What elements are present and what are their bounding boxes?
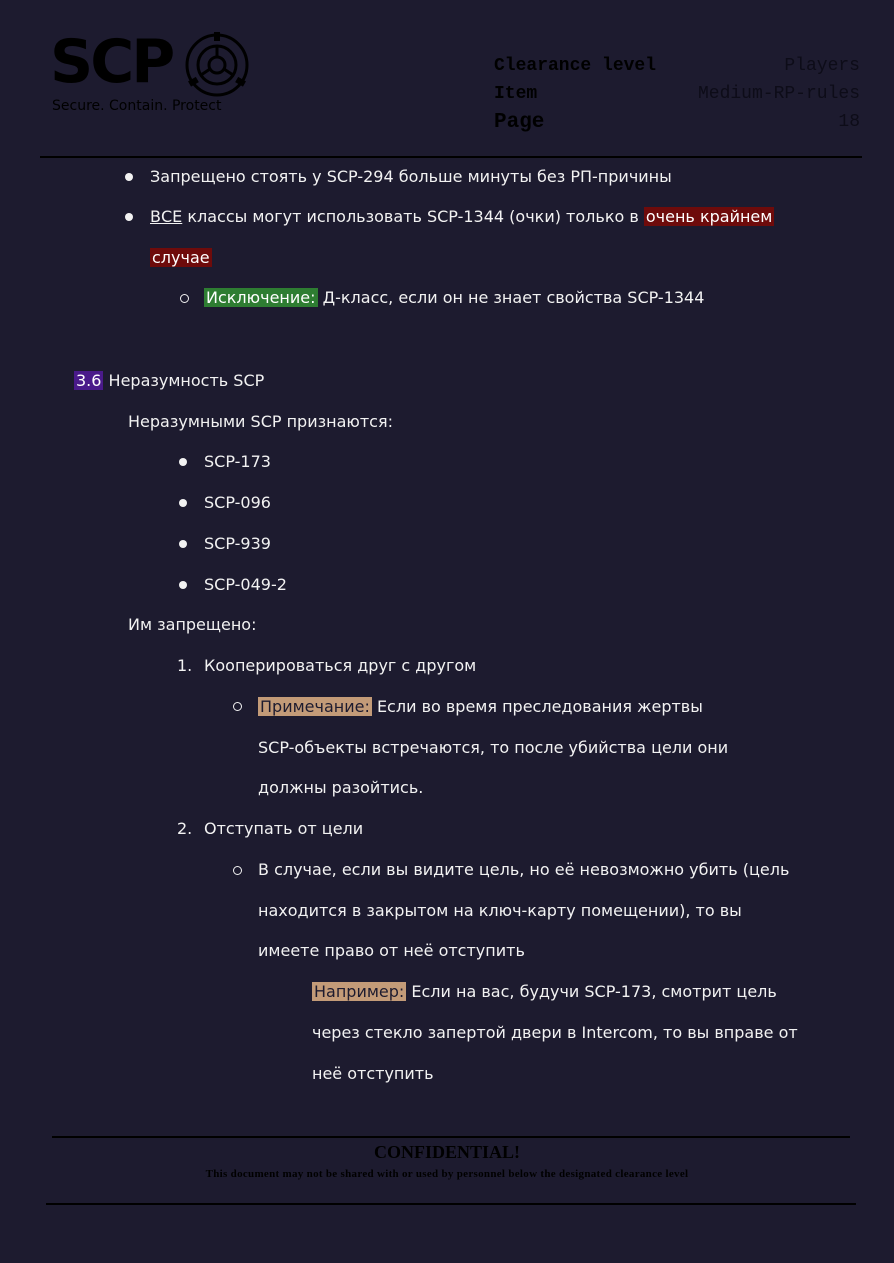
underlined-word: ВСЕ	[150, 207, 183, 226]
bullet-icon	[125, 173, 133, 181]
example-line: неё отступить	[312, 1064, 434, 1083]
retreat-line: находится в закрытом на ключ-карту помещении), то вы	[258, 901, 742, 920]
scp-logo	[50, 27, 260, 120]
footer-divider-top	[52, 1136, 850, 1138]
confidential-note: This document may not be shared with or used by personnel below the designated clearance level	[205, 1168, 689, 1180]
example-line	[312, 979, 777, 1005]
meta-row-page	[494, 108, 860, 136]
logo-text: SCP	[50, 27, 173, 97]
sub-bullet-icon	[233, 702, 242, 711]
meta-value: Medium-RP-rules	[697, 84, 860, 104]
note-line: должны разойтись.	[258, 778, 424, 797]
sub-bullet-icon	[233, 866, 242, 875]
rule-text: Отступать от цели	[204, 819, 364, 838]
meta-value: 18	[838, 112, 860, 132]
red-highlight: случае	[152, 248, 210, 267]
scp-item: SCP-049-2	[204, 575, 287, 594]
scp-item: SCP-173	[204, 452, 271, 471]
bullet-icon	[179, 458, 187, 466]
section-number: 3.6	[76, 371, 102, 390]
example-text: Если на вас, будучи SCP-173, смотрит цель	[406, 982, 777, 1001]
rule-text: Кооперироваться друг с другом	[204, 656, 477, 675]
scp-item: SCP-096	[204, 493, 271, 512]
exception-line	[204, 285, 704, 311]
section-title: Неразумность SCP	[103, 371, 265, 390]
rule-line-cont	[150, 245, 212, 271]
bullet-icon	[179, 581, 187, 589]
rule-number: 1.	[177, 656, 193, 675]
red-highlight: очень крайнем	[645, 207, 773, 226]
header-divider	[40, 156, 862, 158]
note-text: Если во время преследования жертвы	[371, 697, 703, 716]
sub-bullet-icon	[180, 294, 189, 303]
forbidden-label: Им запрещено:	[128, 615, 257, 634]
bullet-icon	[179, 499, 187, 507]
scp-seal-icon	[184, 32, 250, 98]
rule-line	[150, 204, 774, 230]
bullet-icon	[125, 213, 133, 221]
rule-line: Запрещено стоять у SCP-294 больше минуты без РП-причины	[150, 167, 672, 186]
rule-text: классы могут использовать SCP-1344 (очки) только в	[182, 207, 644, 226]
exception-text: Д-класс, если он не знает свойства SCP-1344	[317, 288, 705, 307]
bullet-icon	[179, 540, 187, 548]
tan-highlight: Например:	[314, 982, 405, 1001]
confidential-title: CONFIDENTIAL!	[373, 1142, 520, 1162]
green-highlight: Исключение:	[206, 288, 316, 307]
intro-text: Неразумными SCP признаются:	[128, 412, 393, 431]
note-line	[258, 694, 703, 720]
example-line: через стекло запертой двери в Intercom, то вы вправе от	[312, 1023, 798, 1042]
meta-key: Page	[494, 110, 545, 134]
retreat-line: имеете право от неё отступить	[258, 941, 525, 960]
meta-row-clearance	[494, 52, 860, 80]
rule-number: 2.	[177, 819, 193, 838]
meta-row-item	[494, 80, 860, 108]
scp-item: SCP-939	[204, 534, 271, 553]
note-line: SCP-объекты встречаются, то после убийства цели они	[258, 738, 729, 757]
tan-highlight: Примечание:	[260, 697, 370, 716]
logo-tagline: Secure. Contain. Protect	[52, 98, 222, 114]
section-heading	[74, 368, 264, 394]
footer-divider-bottom	[46, 1203, 856, 1205]
document-meta	[494, 52, 860, 136]
meta-key: Clearance level	[494, 56, 657, 76]
meta-value: Players	[784, 56, 860, 76]
retreat-line: В случае, если вы видите цель, но её невозможно убить (цель	[258, 860, 790, 879]
meta-key: Item	[494, 84, 538, 104]
